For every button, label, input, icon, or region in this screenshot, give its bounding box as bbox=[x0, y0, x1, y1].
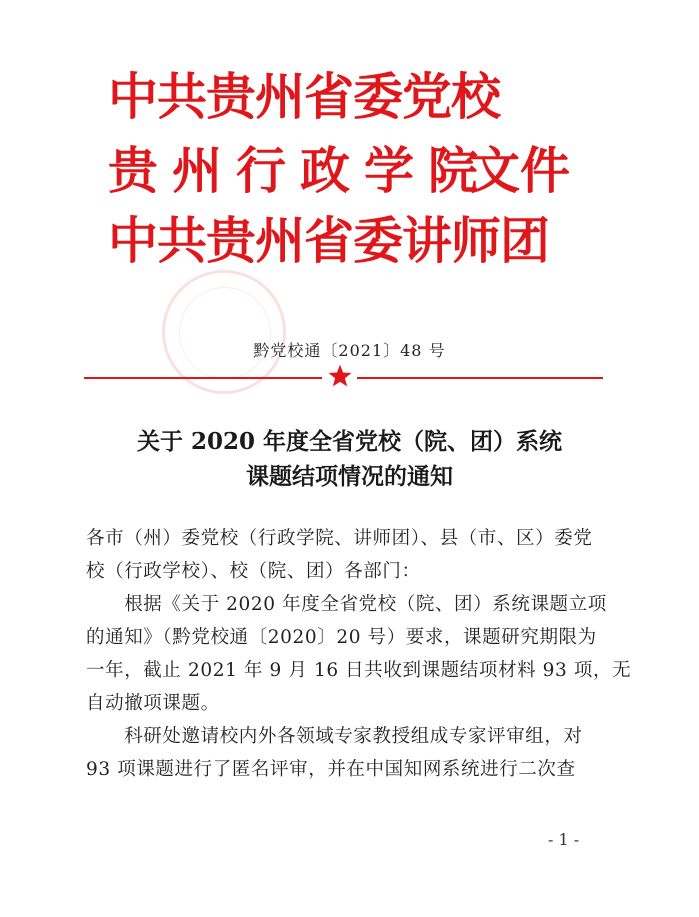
issuer-line-3: 中共贵州省委讲师团 bbox=[108, 212, 549, 270]
document-header-word: 文件 bbox=[470, 142, 570, 200]
official-seal-icon bbox=[162, 270, 286, 394]
document-number: 黔党校通〔2021〕48 号 bbox=[253, 341, 446, 360]
body-line: 根据《关于 2020 年度全省党校（院、团）系统课题立项 bbox=[86, 594, 607, 615]
body-line: 科研处邀请校内外各领域专家教授组成专家评审组，对 bbox=[86, 726, 583, 747]
body-line: 93 项课题进行了匿名评审，并在中国知网系统进行二次查 bbox=[86, 759, 576, 780]
document-title-line-1: 关于 2020 年度全省党校（院、团）系统 bbox=[136, 428, 563, 455]
issuer-line-1: 中共贵州省委党校 bbox=[108, 68, 500, 126]
body-line: 一年，截止 2021 年 9 月 16 日共收到课题结项材料 93 项，无 bbox=[86, 660, 632, 681]
document-title-line-2: 课题结项情况的通知 bbox=[246, 463, 453, 490]
page-number: - 1 - bbox=[548, 830, 580, 849]
red-divider-left bbox=[84, 377, 322, 379]
body-line: 自动撤项课题。 bbox=[86, 693, 220, 714]
body-line: 各市（州）委党校（行政学院、讲师团）、县（市、区）委党 bbox=[86, 528, 593, 549]
issuer-line-2: 贵州行政学院 bbox=[108, 142, 492, 200]
body-line: 的通知》（黔党校通〔2020〕20 号）要求，课题研究期限为 bbox=[86, 627, 597, 648]
red-star-icon bbox=[327, 363, 353, 389]
seal-inner-ring bbox=[179, 287, 271, 379]
red-divider-right bbox=[357, 377, 603, 379]
body-line: 校（行政学校）、校（院、团）各部门： bbox=[86, 561, 421, 582]
